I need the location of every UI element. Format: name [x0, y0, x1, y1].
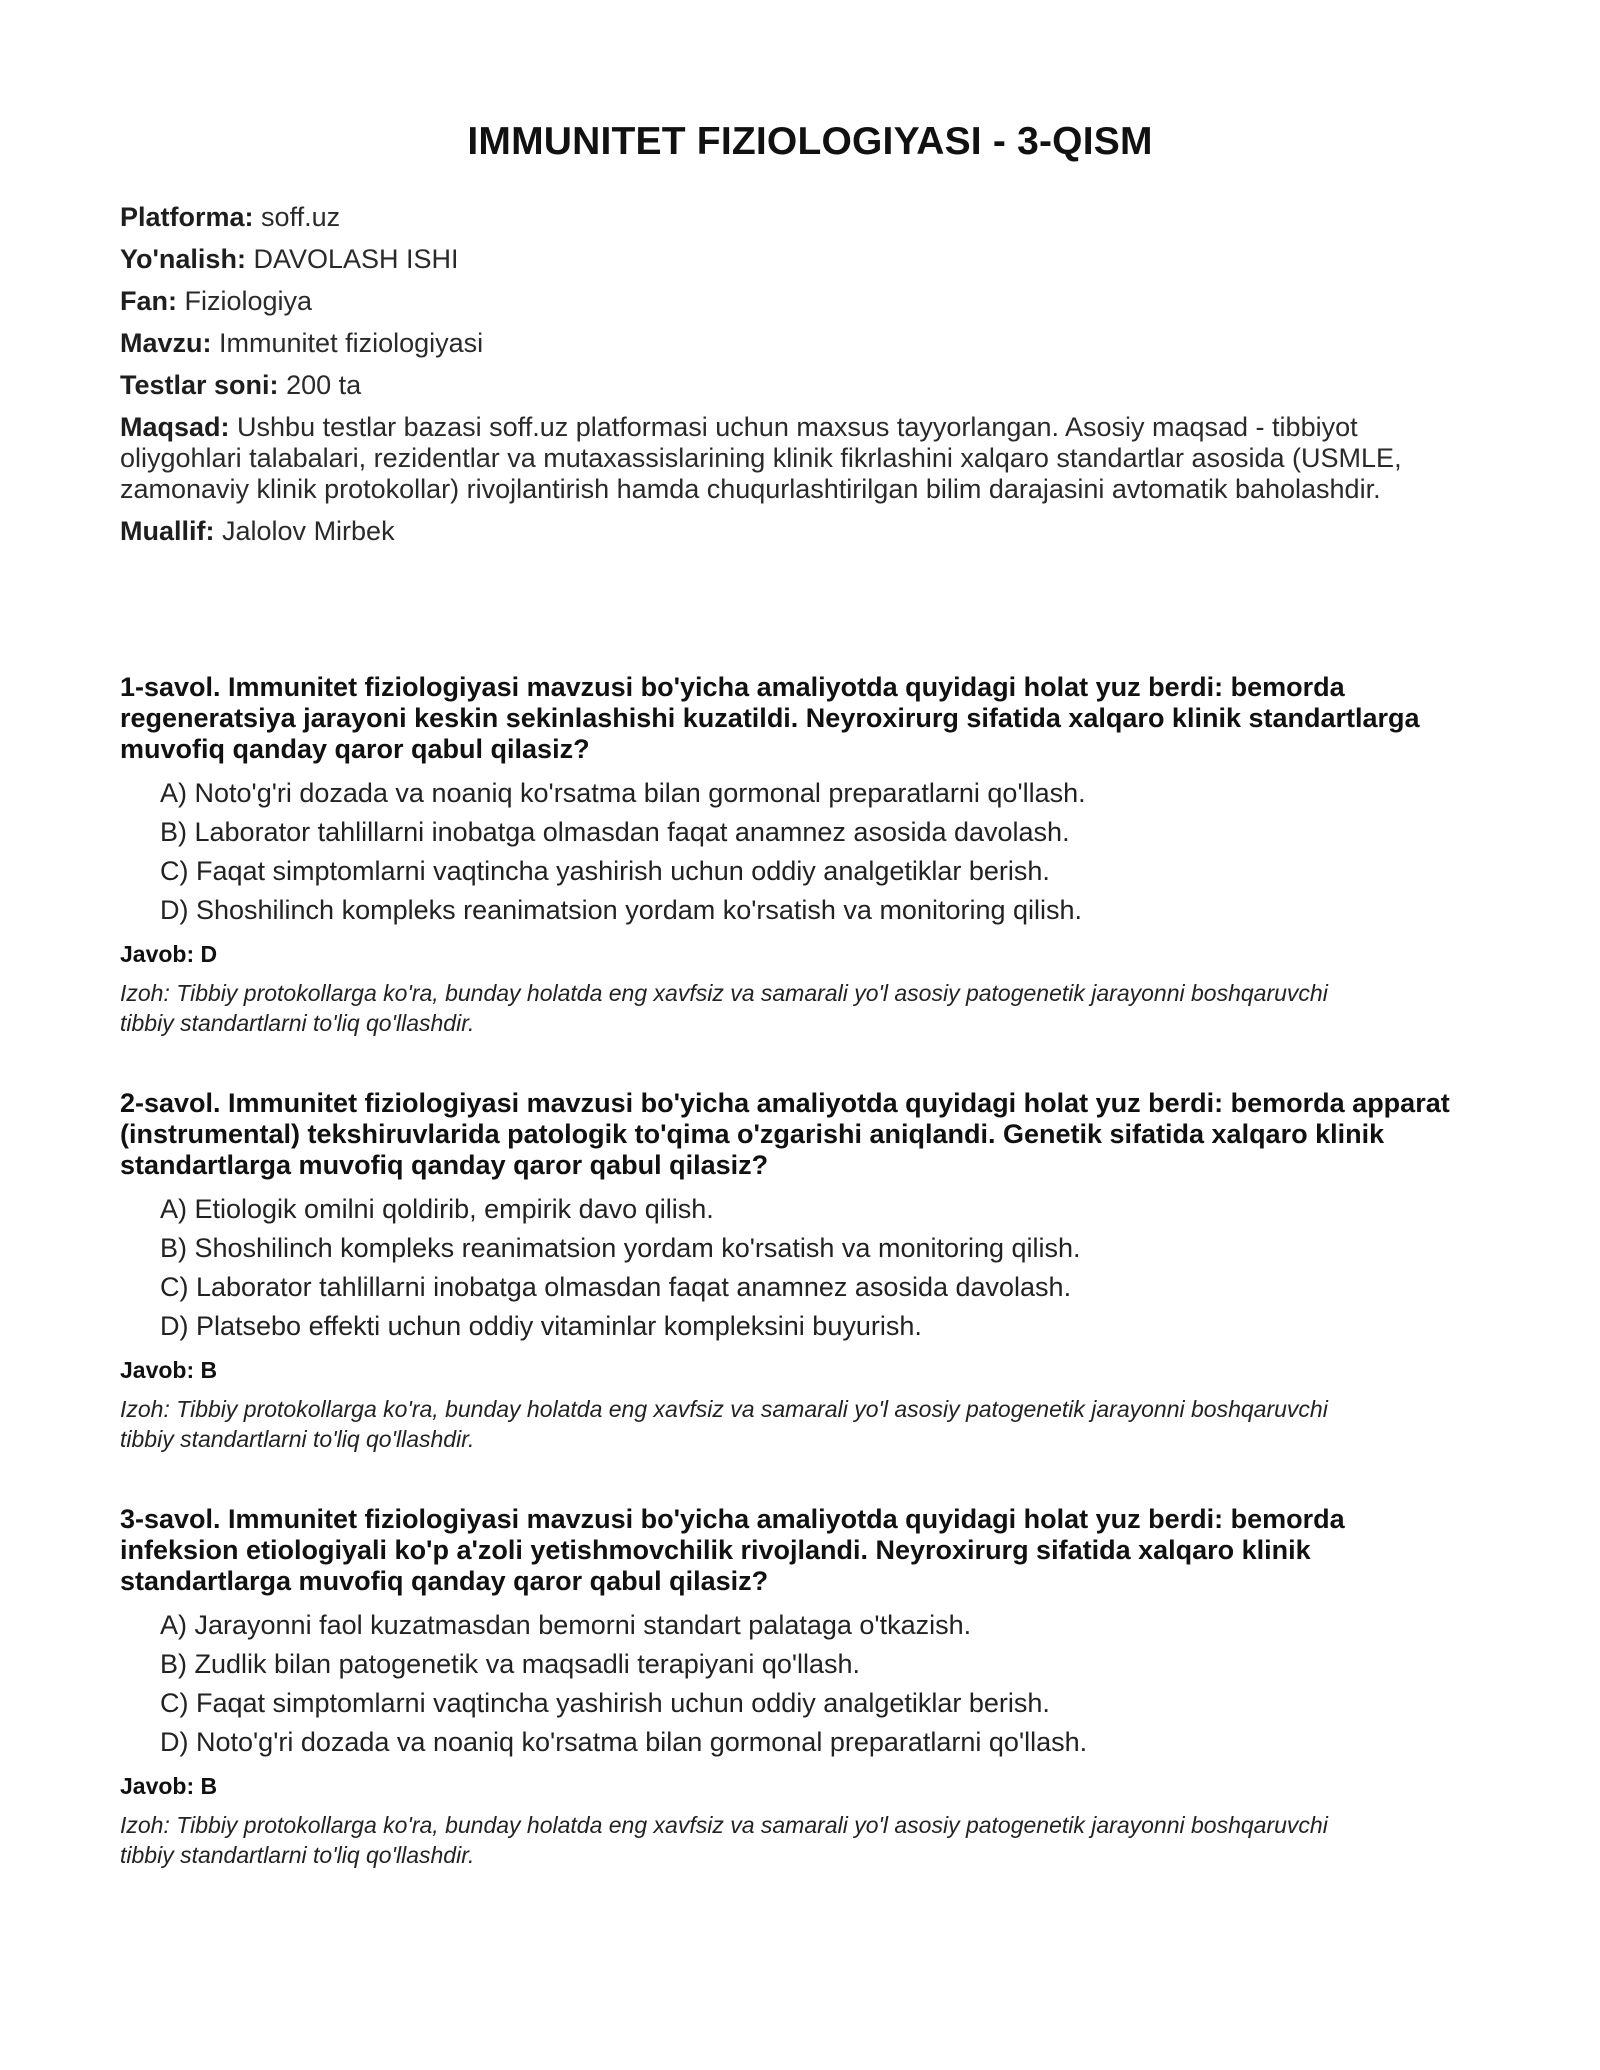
meta-author	[120, 516, 1450, 547]
meta-label: Mavzu:	[120, 328, 212, 358]
option-d: D) Shoshilinch kompleks reanimatsion yordam ko'rsatish va monitoring qilish.	[160, 895, 1083, 925]
question-3	[120, 1504, 1450, 1870]
option-list	[120, 778, 1450, 926]
document-meta	[120, 202, 1450, 558]
meta-value: 200 ta	[286, 370, 362, 400]
question-text: 2-savol. Immunitet fiziologiyasi mavzusi bo'yicha amaliyotda quyidagi holat yuz berdi: bemorda apparat (instrumental) tekshiruvlarida patologik to'qima o'zgarishi aniqlandi. Genetik sifatida xalqaro klinik standartlarga muvofiq qanday qaror qabul qilasiz?	[120, 1088, 1450, 1180]
option-c: C) Faqat simptomlarni vaqtincha yashirish uchun oddiy analgetiklar berish.	[160, 856, 1050, 886]
meta-label: Platforma:	[120, 202, 254, 232]
option-d: D) Noto'g'ri dozada va noaniq ko'rsatma bilan gormonal preparatlarni qo'llash.	[160, 1727, 1088, 1757]
meta-value: soff.uz	[261, 202, 341, 232]
explanation-note: Izoh: Tibbiy protokollarga ko'ra, bunday holatda eng xavfsiz va samarali yo'l asosiy patogenetik jarayonni boshqaruvchi tibbiy standartlarni to'liq qo'llashdir.	[120, 1396, 1328, 1452]
meta-purpose	[120, 412, 1450, 505]
question-text: 3-savol. Immunitet fiziologiyasi mavzusi bo'yicha amaliyotda quyidagi holat yuz berdi: bemorda infeksion etiologiyali ko'p a'zoli yetishmovchilik rivojlandi. Neyroxirurg sifatida xalqaro klinik standartlarga muvofiq qanday qaror qabul qilasiz?	[120, 1504, 1345, 1596]
meta-value: DAVOLASH ISHI	[253, 244, 459, 274]
meta-value: Ushbu testlar bazasi soff.uz platformasi uchun maxsus tayyorlangan. Asosiy maqsad - tibbiyot oliygohlari talabalari, rezidentlar va mutaxassislarining klinik fikrlashini xalqaro standartlar asosida (USMLE, zamonaviy klinik protokollar) rivojlantirish hamda chuqurlashtirilgan bilim darajasini avtomatik baholashdir.	[120, 412, 1402, 504]
meta-value: Jalolov Mirbek	[222, 516, 395, 546]
option-d: D) Platsebo effekti uchun oddiy vitaminlar kompleksini buyurish.	[160, 1311, 922, 1341]
option-c: C) Laborator tahlillarni inobatga olmasdan faqat anamnez asosida davolash.	[160, 1272, 1072, 1302]
explanation-note: Izoh: Tibbiy protokollarga ko'ra, bunday holatda eng xavfsiz va samarali yo'l asosiy patogenetik jarayonni boshqaruvchi tibbiy standartlarni to'liq qo'llashdir.	[120, 980, 1328, 1036]
meta-subject	[120, 286, 1450, 317]
option-b: B) Shoshilinch kompleks reanimatsion yordam ko'rsatish va monitoring qilish.	[160, 1233, 1081, 1263]
meta-direction	[120, 244, 1450, 275]
meta-test-count	[120, 370, 1450, 401]
option-b: B) Zudlik bilan patogenetik va maqsadli terapiyani qo'llash.	[160, 1649, 861, 1679]
question-list	[120, 672, 1450, 1920]
option-a: A) Jarayonni faol kuzatmasdan bemorni standart palataga o'tkazish.	[160, 1610, 972, 1640]
option-c: C) Faqat simptomlarni vaqtincha yashirish uchun oddiy analgetiklar berish.	[160, 1688, 1050, 1718]
meta-topic	[120, 328, 1450, 359]
option-list	[120, 1610, 1450, 1758]
meta-label: Muallif:	[120, 516, 215, 546]
meta-label: Maqsad:	[120, 412, 230, 442]
answer: Javob: B	[120, 1357, 218, 1383]
answer: Javob: B	[120, 1773, 218, 1799]
meta-value: Immunitet fiziologiyasi	[219, 328, 484, 358]
question-1	[120, 672, 1450, 1038]
option-a: A) Etiologik omilni qoldirib, empirik davo qilish.	[160, 1194, 714, 1224]
document-title: IMMUNITET FIZIOLOGIYASI - 3-QISM	[467, 120, 1153, 163]
meta-platform	[120, 202, 1450, 233]
meta-value: Fiziologiya	[184, 286, 313, 316]
meta-label: Fan:	[120, 286, 177, 316]
answer: Javob: D	[120, 941, 218, 967]
meta-label: Yo'nalish:	[120, 244, 246, 274]
option-b: B) Laborator tahlillarni inobatga olmasdan faqat anamnez asosida davolash.	[160, 817, 1070, 847]
meta-label: Testlar soni:	[120, 370, 279, 400]
explanation-note: Izoh: Tibbiy protokollarga ko'ra, bunday holatda eng xavfsiz va samarali yo'l asosiy patogenetik jarayonni boshqaruvchi tibbiy standartlarni to'liq qo'llashdir.	[120, 1812, 1328, 1868]
option-list	[120, 1194, 1450, 1342]
question-2	[120, 1088, 1450, 1454]
option-a: A) Noto'g'ri dozada va noaniq ko'rsatma bilan gormonal preparatlarni qo'llash.	[160, 778, 1086, 808]
question-text: 1-savol. Immunitet fiziologiyasi mavzusi bo'yicha amaliyotda quyidagi holat yuz berdi: bemorda regeneratsiya jarayoni keskin sekinlashishi kuzatildi. Neyroxirurg sifatida xalqaro klinik standartlarga muvofiq qanday qaror qabul qilasiz?	[120, 672, 1420, 764]
